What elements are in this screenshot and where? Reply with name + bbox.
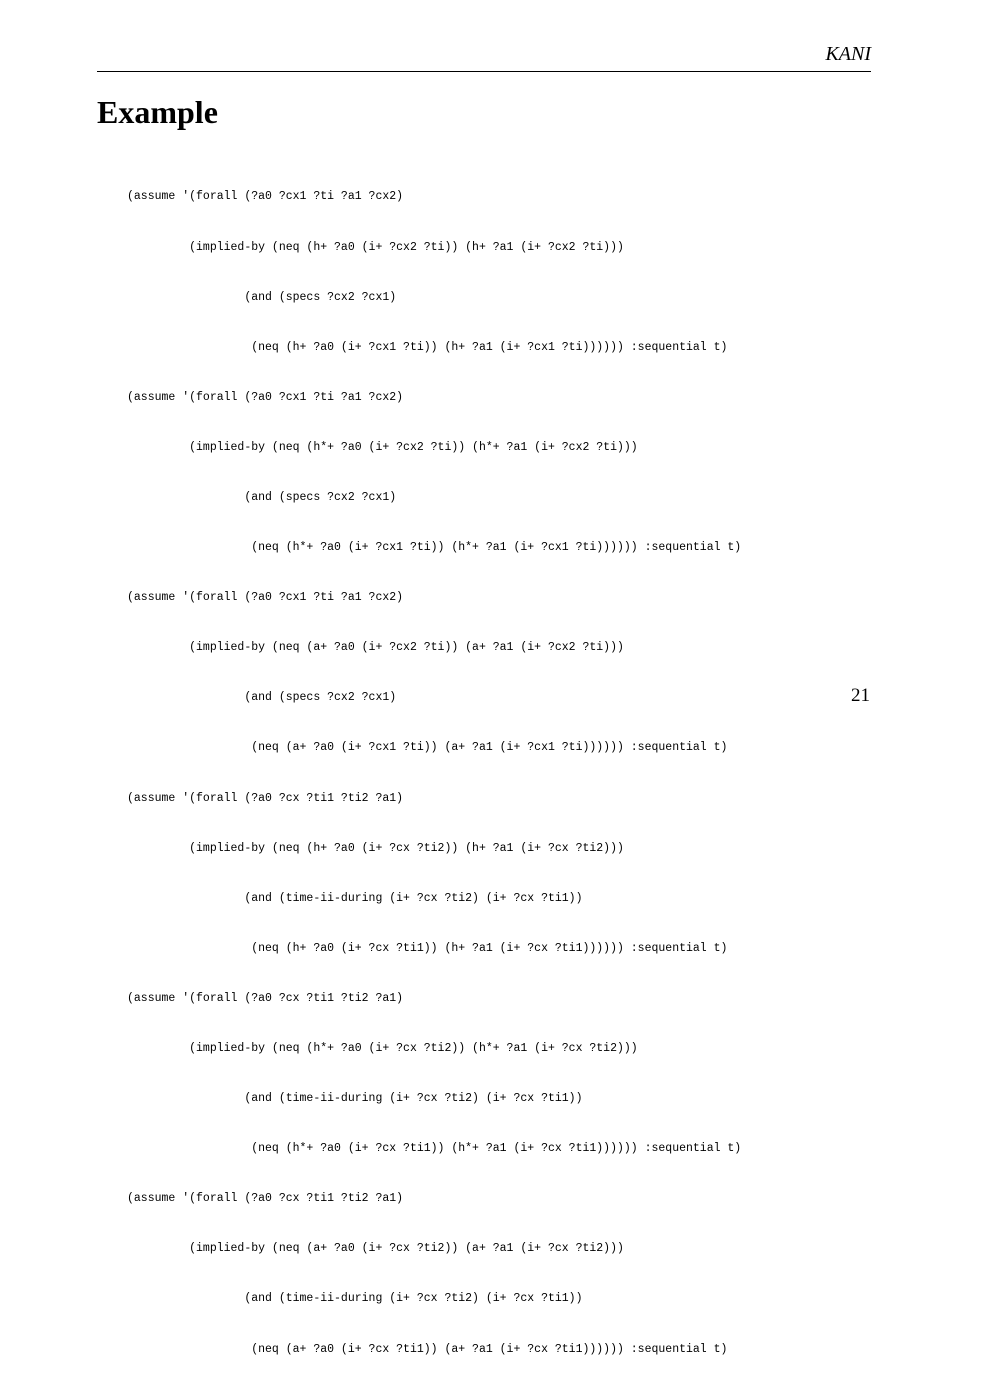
code-line: (and (time-ii-during (i+ ?cx ?ti2) (i+ ?cx ?ti1)) — [127, 1092, 583, 1106]
code-line: (implied-by (neq (h+ ?a0 (i+ ?cx ?ti2)) (h+ ?a1 (i+ ?cx ?ti2))) — [127, 841, 624, 855]
code-block — [127, 156, 741, 1375]
code-line: (neq (h*+ ?a0 (i+ ?cx ?ti1)) (h*+ ?a1 (i+ ?cx ?ti1)))))) :sequential t) — [127, 1142, 742, 1156]
code-line: (neq (a+ ?a0 (i+ ?cx1 ?ti)) (a+ ?a1 (i+ ?cx1 ?ti)))))) :sequential t) — [127, 741, 728, 755]
code-line: (neq (a+ ?a0 (i+ ?cx ?ti1)) (a+ ?a1 (i+ ?cx ?ti1)))))) :sequential t) — [127, 1342, 728, 1356]
code-line: (assume '(forall (?a0 ?cx1 ?ti ?a1 ?cx2) — [127, 190, 404, 204]
code-line: (and (specs ?cx2 ?cx1) — [127, 691, 397, 705]
page-number: 21 — [851, 685, 870, 706]
code-line: (and (specs ?cx2 ?cx1) — [127, 490, 397, 504]
code-line: (assume '(forall (?a0 ?cx ?ti1 ?ti2 ?a1) — [127, 991, 404, 1005]
code-line: (implied-by (neq (a+ ?a0 (i+ ?cx2 ?ti)) (a+ ?a1 (i+ ?cx2 ?ti))) — [127, 641, 624, 655]
code-line: (and (time-ii-during (i+ ?cx ?ti2) (i+ ?cx ?ti1)) — [127, 891, 583, 905]
code-line: (and (time-ii-during (i+ ?cx ?ti2) (i+ ?cx ?ti1)) — [127, 1292, 583, 1306]
running-head: KANI — [825, 43, 871, 65]
code-line: (assume '(forall (?a0 ?cx ?ti1 ?ti2 ?a1) — [127, 1192, 404, 1206]
code-line: (assume '(forall (?a0 ?cx ?ti1 ?ti2 ?a1) — [127, 791, 404, 805]
code-line: (assume '(forall (?a0 ?cx1 ?ti ?a1 ?cx2) — [127, 591, 404, 605]
code-line: (neq (h*+ ?a0 (i+ ?cx1 ?ti)) (h*+ ?a1 (i+ ?cx1 ?ti)))))) :sequential t) — [127, 541, 742, 555]
code-line: (implied-by (neq (h*+ ?a0 (i+ ?cx ?ti2)) (h*+ ?a1 (i+ ?cx ?ti2))) — [127, 1042, 638, 1055]
code-line: (neq (h+ ?a0 (i+ ?cx1 ?ti)) (h+ ?a1 (i+ ?cx1 ?ti)))))) :sequential t) — [127, 340, 728, 354]
header-rule — [97, 71, 871, 72]
code-line: (and (specs ?cx2 ?cx1) — [127, 290, 397, 304]
code-line: (neq (h+ ?a0 (i+ ?cx ?ti1)) (h+ ?a1 (i+ ?cx ?ti1)))))) :sequential t) — [127, 941, 728, 955]
code-line: (assume '(forall (?a0 ?cx1 ?ti ?a1 ?cx2) — [127, 390, 404, 404]
code-line: (implied-by (neq (h*+ ?a0 (i+ ?cx2 ?ti)) (h*+ ?a1 (i+ ?cx2 ?ti))) — [127, 440, 638, 454]
slide-title: Example — [97, 94, 218, 130]
code-line: (implied-by (neq (h+ ?a0 (i+ ?cx2 ?ti)) (h+ ?a1 (i+ ?cx2 ?ti))) — [127, 240, 624, 254]
code-line: (implied-by (neq (a+ ?a0 (i+ ?cx ?ti2)) (a+ ?a1 (i+ ?cx ?ti2))) — [127, 1242, 624, 1256]
